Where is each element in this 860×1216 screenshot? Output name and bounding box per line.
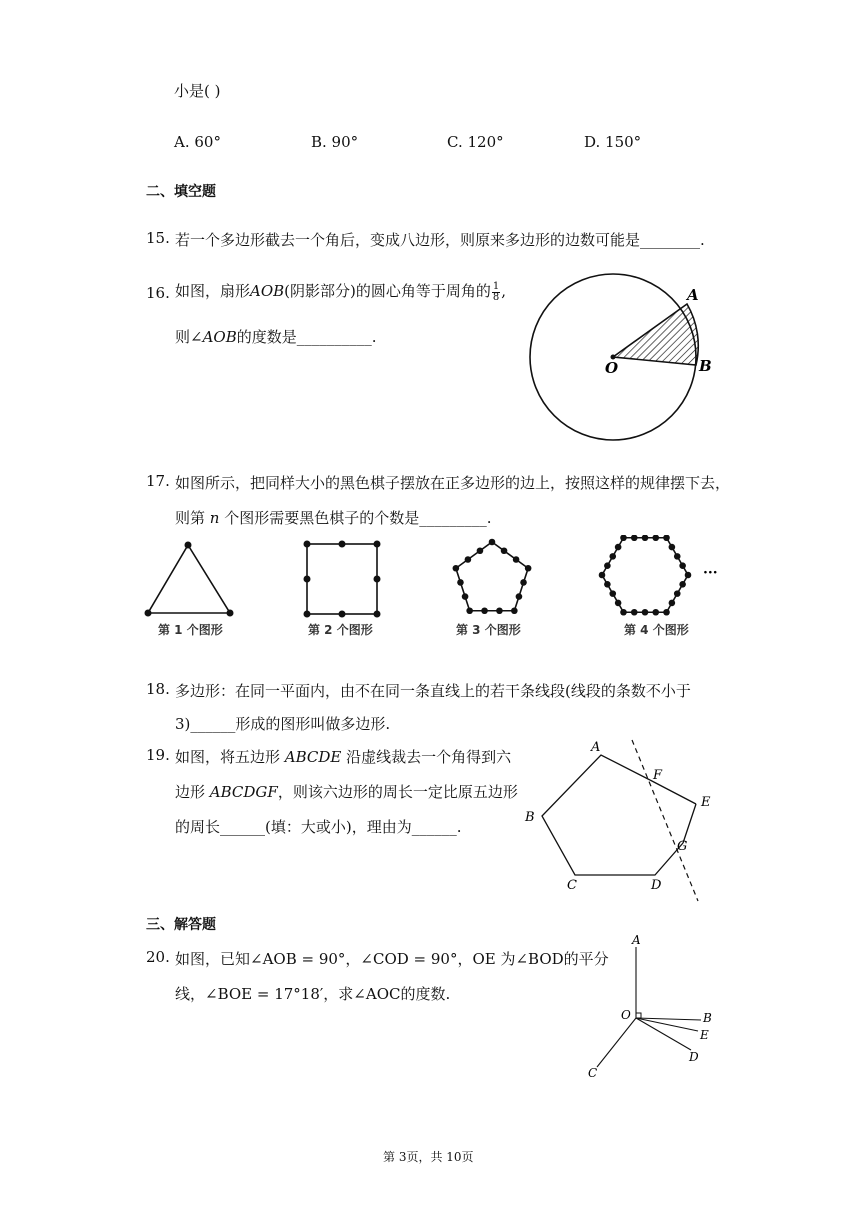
page-footer: 第 3页，共 10页 — [383, 1150, 474, 1164]
figure-4-hexagon — [599, 535, 692, 616]
stone — [679, 581, 686, 588]
label-d: D — [689, 1050, 699, 1064]
q14-stem-end: 小是( ) — [174, 82, 221, 100]
stone — [669, 544, 676, 551]
stone — [631, 535, 638, 541]
right-angle-mark — [636, 1013, 641, 1018]
label-b: B — [703, 1011, 712, 1025]
stone — [620, 535, 627, 541]
stone — [525, 565, 532, 572]
label-c: C — [567, 878, 577, 893]
stone — [489, 539, 496, 546]
label-e: E — [701, 795, 711, 810]
stone — [642, 535, 649, 541]
q18-number: 18. — [146, 680, 170, 698]
q19-line3: 的周长______(填：大或小)，理由为______. — [175, 818, 462, 836]
stone — [457, 579, 464, 586]
shaded-sector — [613, 304, 698, 365]
label-c: C — [588, 1066, 598, 1080]
q20-line1: 如图，已知∠AOB = 90°，∠COD = 90°，OE 为∠BOD的平分 — [175, 950, 609, 968]
q19-line2: 边形 ABCDGF，则该六边形的周长一定比原五边形 — [175, 783, 518, 801]
section-title-answer: 三、解答题 — [146, 917, 216, 933]
q16-line1: 如图，扇形AOB(阴影部分)的圆心角等于周角的 $\frac{1}{8}$ , — [175, 280, 507, 303]
stone — [685, 572, 692, 579]
q18-line1: 多边形：在同一平面内，由不在同一条直线上的若干条线段(线段的条数不小于 — [175, 682, 691, 700]
label-o: O — [621, 1008, 631, 1022]
stone — [615, 544, 622, 551]
q15-text: 若一个多边形截去一个角后，变成八边形，则原来多边形的边数可能是________. — [175, 231, 705, 249]
stone — [674, 590, 681, 597]
stone — [604, 581, 611, 588]
stone — [481, 607, 488, 614]
stone — [453, 565, 460, 572]
stone — [674, 553, 681, 560]
stone — [615, 600, 622, 607]
stone — [652, 609, 659, 616]
label-f: F — [653, 768, 663, 783]
stone — [477, 547, 484, 554]
stone — [631, 609, 638, 616]
label-g: G — [677, 839, 688, 854]
q17-line1: 如图所示，把同样大小的黑色棋子摆放在正多边形的边上，按照这样的规律摆下去， — [175, 474, 731, 492]
caption-figure-3: 第 3 个图形 — [456, 623, 521, 637]
stone — [604, 562, 611, 569]
q20-number: 20. — [146, 948, 170, 966]
stone — [466, 607, 473, 614]
q14-option-b: B. 90° — [311, 133, 359, 151]
stone — [609, 590, 616, 597]
stone — [520, 579, 527, 586]
stone — [465, 556, 472, 563]
q18-line2: 3)______形成的图形叫做多边形. — [175, 715, 391, 733]
figure-2-square — [304, 541, 381, 618]
q19-pentagon-figure — [515, 735, 730, 905]
stone — [669, 600, 676, 607]
q14-option-c: C. 120° — [447, 133, 504, 151]
label-b: B — [525, 810, 535, 825]
stone — [513, 556, 520, 563]
label-d: D — [651, 878, 662, 893]
fraction-one-eighth: $\frac{1}{8}$ — [492, 280, 500, 303]
stone — [679, 562, 686, 569]
q14-option-a: A. 60° — [174, 133, 221, 151]
label-a: A — [591, 740, 601, 755]
stone — [516, 593, 523, 600]
figure-3-pentagon — [453, 539, 532, 614]
stone — [462, 593, 469, 600]
cut-line — [632, 740, 698, 901]
q19-number: 19. — [146, 746, 170, 764]
ellipsis: ··· — [703, 565, 718, 581]
stone — [501, 547, 508, 554]
q16-sector-figure — [520, 270, 740, 450]
q17-line2: 则第 n 个图形需要黑色棋子的个数是_________. — [175, 509, 492, 527]
q20-line2: 线，∠BOE = 17°18′，求∠AOC的度数. — [175, 985, 451, 1003]
q15-number: 15. — [146, 229, 170, 247]
label-e: E — [700, 1028, 709, 1042]
stone — [511, 607, 518, 614]
stone — [620, 609, 627, 616]
label-a: A — [687, 286, 699, 304]
q20-angle-figure — [580, 930, 720, 1085]
stone — [642, 609, 649, 616]
q16-number: 16. — [146, 284, 170, 302]
stone — [609, 553, 616, 560]
caption-figure-2: 第 2 个图形 — [308, 623, 373, 637]
label-o: O — [605, 359, 619, 377]
figure-1-triangle — [145, 542, 234, 617]
caption-figure-1: 第 1 个图形 — [158, 623, 223, 637]
stone — [496, 607, 503, 614]
stone — [663, 535, 670, 541]
label-a: A — [632, 933, 641, 947]
stone — [663, 609, 670, 616]
stone — [652, 535, 659, 541]
label-b: B — [699, 357, 712, 375]
q16-line2: 则∠AOB的度数是__________. — [175, 328, 377, 346]
section-title-fill-blank: 二、填空题 — [146, 184, 216, 200]
q14-option-d: D. 150° — [584, 133, 642, 151]
stone — [599, 572, 606, 579]
caption-figure-4: 第 4 个图形 — [624, 623, 689, 637]
q19-line1: 如图，将五边形 ABCDE 沿虚线裁去一个角得到六 — [175, 748, 512, 766]
q17-number: 17. — [146, 472, 170, 490]
